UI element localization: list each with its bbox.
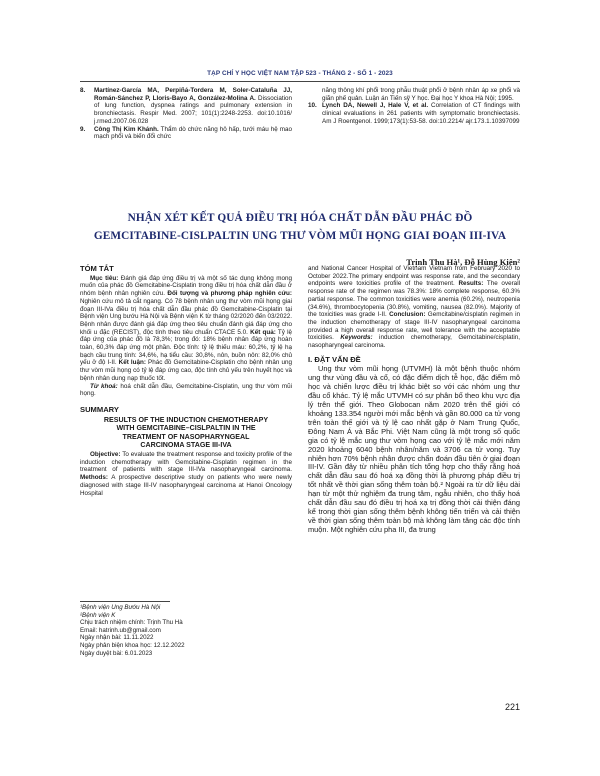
keywords-text: induction chemotherapy, Gemcitabine/cisplatin, nasopharyngeal carcinoma. bbox=[308, 334, 520, 350]
reference-item bbox=[80, 87, 292, 126]
running-header: TẠP CHÍ Y HỌC VIỆT NAM TẬP 523 - THÁNG 2 - SỐ 1 - 2023 bbox=[207, 70, 393, 77]
summary-title-line1: RESULTS OF THE INDUCTION CHEMOTHERAPY bbox=[103, 415, 269, 424]
tu-khoa-text: hoá chất dẫn đầu, Gemcitabine-Cisplatin, ung thư vòm mũi họng. bbox=[80, 382, 293, 398]
ket-luan-label: Kết luận: bbox=[118, 359, 146, 367]
footnote-received: Ngày nhận bài: 11.11.2022 bbox=[80, 634, 154, 642]
reference-text: Thẩm dò chức năng hô hấp, tưới máu hệ mao mạch phổi và biến đổi chức bbox=[94, 125, 293, 141]
reference-authors: Martínez-García MA, Perpiñá-Tordera M, Soler-Cataluña JJ, Román-Sánchez P, Lloris-Bayo A, González-Molina A. bbox=[94, 87, 292, 102]
doi-tuong-text: Nghiên cứu mô tả cắt ngang. Có 78 bệnh nhân ung thư vòm mũi họng giai đoạn III-IVa điều trị hóa chất dẫn đầu phác đồ Gemcitabine-Cisplatin tại Bệnh viện Ung bướu Hà Nội và Bệnh viện K từ tháng 02/2020 đến 03/2022. Bệnh nhân được đánh giá đáp ứng theo tiêu chuẩn đánh giá đáp ứng cho khối u đặc (RECIST), độc tính theo tiêu chuẩn CTACE 5.0. bbox=[80, 297, 292, 336]
references-right bbox=[308, 87, 520, 126]
tu-khoa-paragraph bbox=[80, 383, 292, 398]
tomtat-heading: TÓM TẮT bbox=[80, 264, 114, 273]
ket-luan-text: Phác đồ Gemcitabine-Cisplatin cho bệnh nhân ung thư vòm mũi họng có tỷ lệ đáp ứng cao, độc tính chủ yếu trên huyết học và bệnh nhân dung nạp thuốc tốt. bbox=[80, 359, 293, 382]
reference-text: năng thông khí phổi trong phẫu thuật phổi ở bệnh nhân áp xe phổi và giãn phế quản. Luận án Tiến sỹ Y học. Đại học Y khoa Hà Nội; 1995. bbox=[322, 87, 520, 102]
page-number: 221 bbox=[504, 702, 520, 712]
tomtat-paragraph bbox=[80, 275, 292, 383]
conclusion-label: Conclusion: bbox=[389, 311, 426, 319]
summary-continuation bbox=[308, 265, 520, 350]
footnotes bbox=[80, 604, 300, 657]
reference-text: Dissociation of lung function, dyspnea ratings and pulmonary extension in bronchiectasis. Respir Med. 2007; 101(1):2248-2253. doi:10.1016/ j.rmed.2007.06.028 bbox=[94, 94, 293, 125]
footnote-reviewed: Ngày phản biện khoa học: 12.12.2022 bbox=[80, 641, 185, 649]
reference-text: Correlation of CT findings with clinical evaluations in 261 patients with symptomatic bronchiectasis. Am J Roentgenol. 1999;173(1):53-58. doi:10.2214/ ajr.173.1.10397099 bbox=[322, 102, 520, 125]
header-rule bbox=[80, 81, 520, 82]
results-text: The overall response rate of the regimen was 78.3%: 18% complete response, 60.3% partial response. The common toxicities were anemia (60.2%), neutropenia (34.6%), thrombocytopenia (30.8%), vomiting, nausea (82.0%). Majority of the toxicities was grade I-II. bbox=[308, 280, 520, 319]
methods-text: A prospective descriptive study on patients who were newly diagnosed with stage III-IV nasopharyngeal carcinoma at Hanoi Oncology Hospital bbox=[80, 474, 292, 497]
muc-tieu-text: Đánh giá đáp ứng điều trị và một số tác dụng không mong muốn của phác đồ Gemcitabine-Cisplatin trong điều trị hóa chất dẫn đầu ở nhóm bệnh nhân nghiên cứu. bbox=[80, 274, 292, 298]
summary-heading: SUMMARY bbox=[80, 404, 119, 414]
right-column bbox=[308, 265, 520, 535]
results-label: Results: bbox=[458, 280, 484, 288]
article-title-line2: GEMCITABINE-CISLPALTIN UNG THƯ VÒM MŨI HỌNG GIAI ĐOẠN III-IVA bbox=[93, 230, 507, 242]
summary-paragraph bbox=[80, 451, 292, 497]
references-left bbox=[80, 87, 292, 141]
objective-label: Objective: bbox=[90, 451, 121, 459]
tu-khoa-label: Từ khoá: bbox=[90, 382, 118, 390]
footnote-accepted: Ngày duyệt bài: 6.01.2023 bbox=[80, 649, 153, 657]
methods-label: Methods: bbox=[80, 474, 108, 482]
footnote-affiliation-2: ²Bệnh viện K bbox=[80, 611, 116, 619]
conclusion-text: Gemcitabine/cisplatin regimen in the induction chemotherapy of stage III-IV nasopharyngeal carcinoma provided a high overall response rate, well tolerance with the acceptable toxicities. bbox=[308, 311, 521, 342]
summary-title-line4: CARCINOMA STAGE III-IVA bbox=[140, 441, 232, 450]
objective-text: To evaluate the treatment response and toxicity profile of the induction chemotherapy with Gemcitabine-Cisplatin regimen in the treatment of patients with stage III-IVa nasopharyngeal carcinoma. bbox=[80, 451, 292, 474]
ket-qua-label: Kết quả: bbox=[250, 328, 276, 336]
reference-item bbox=[308, 87, 520, 102]
summary-cont-text: and National Cancer Hospital of Vietnam Vietnam from February 2020 to October 2022.The primary endpoint was response rate, and the secondary endpoints were toxicities profile of the treatment. bbox=[308, 265, 520, 288]
reference-item bbox=[80, 126, 292, 141]
reference-number bbox=[308, 87, 322, 102]
reference-number: 10. bbox=[308, 102, 317, 110]
summary-title-line3: TREATMENT OF NASOPHARYNGEAL bbox=[122, 432, 250, 441]
reference-authors: Công Thị Kim Khánh. bbox=[94, 125, 159, 133]
summary-title-line2: WITH GEMCITABINE–CISLPALTIN IN THE bbox=[116, 424, 256, 433]
doi-tuong-label: Đối tượng và phương pháp nghiên cứu: bbox=[167, 290, 293, 298]
article-title-line1: NHẬN XÉT KẾT QUẢ ĐIỀU TRỊ HÓA CHẤT DẪN ĐẦU PHÁC ĐỒ bbox=[127, 212, 473, 224]
reference-authors: Lynch DA, Newell J, Hale V, et al. bbox=[322, 102, 429, 110]
muc-tieu-label: Mục tiêu: bbox=[90, 274, 119, 282]
article-authors: Trịnh Thu Hà¹, Đỗ Hùng Kiên² bbox=[406, 257, 520, 267]
reference-number: 8. bbox=[80, 87, 86, 94]
footnote-email: Email: hatrinh.ub@gmail.com bbox=[80, 626, 161, 634]
reference-number: 9. bbox=[80, 125, 86, 133]
ket-qua-text: Tỷ lệ đáp ứng của phác đồ là 78,3%; trong đó: 18% bệnh nhân đáp ứng hoàn toàn, 60,3% đáp ứng một phần. Độc tính: tỷ lệ thiếu máu: 60,2%, tỷ lệ hạ bạch cầu trung tính: 34,6%, hạ tiểu cầu: 30,8%, nôn, buồn nôn: 82,0% chủ yếu ở độ I-II. bbox=[80, 328, 292, 367]
footnote-responsible: Chịu trách nhiệm chính: Trịnh Thu Hà bbox=[80, 619, 183, 627]
footnote-rule bbox=[80, 601, 170, 602]
intro-heading: I. ĐẶT VẤN ĐỀ bbox=[308, 354, 361, 364]
intro-paragraph: Ung thư vòm mũi họng (UTVMH) là một bệnh thuộc nhóm ung thư vùng đầu và cổ, có đặc điểm dịch tễ học, đặc điểm mô học và chiến lược điều trị khác biệt so với các nhóm ung thư đầu cổ khác. Tỷ lệ mắc UTVMH có sự phân bố theo khu vực địa lý trên thế giới. Theo Globocan năm 2020 trên thế giới có khoảng 133.354 người mới mắc bệnh và gần 80.000 ca tử vong trên toàn thế giới và tỷ lệ cao nhất gặp ở Nam Trung Quốc, Đông Nam Á và Bắc Phi. Việt Nam cũng là một trong số quốc gia có tỷ lệ mắc ung thư vòm họng cao với tỷ lệ mắc mới năm 2020 khoảng 6040 bệnh nhân/năm và 3706 ca tử vong. Tuy nhiên hơn 70% bệnh nhân được chẩn đoán đầu tiên ở giai đoạn III-IV. Gần đây từ nhiều phân tích tổng hợp cho thấy rằng hoá chất dẫn đầu sau đó hoá xạ đồng thời là phương pháp điều trị tốt nhất về thời gian sống thêm toàn bộ.² Ngoài ra từ dữ liệu dài hạn từ một thử nghiệm đa trung tâm, ngẫu nhiên, cho thấy hoá chất dẫn đầu sau đó điều trị hoá xạ trị đồng thời cải thiện đáng kể trong thời gian sống thêm bệnh không tiến triển và cải thiện về thời gian sống thêm toàn bộ mà không làm tăng các độc tính muộn. Một nghiên cứu pha III, đa trung bbox=[308, 364, 520, 534]
abstract-left-column bbox=[80, 265, 292, 497]
footnote-affiliation-1: ¹Bệnh viện Ung Bướu Hà Nội bbox=[80, 604, 161, 611]
keywords-label: Keywords: bbox=[340, 334, 373, 342]
reference-item bbox=[308, 102, 520, 125]
